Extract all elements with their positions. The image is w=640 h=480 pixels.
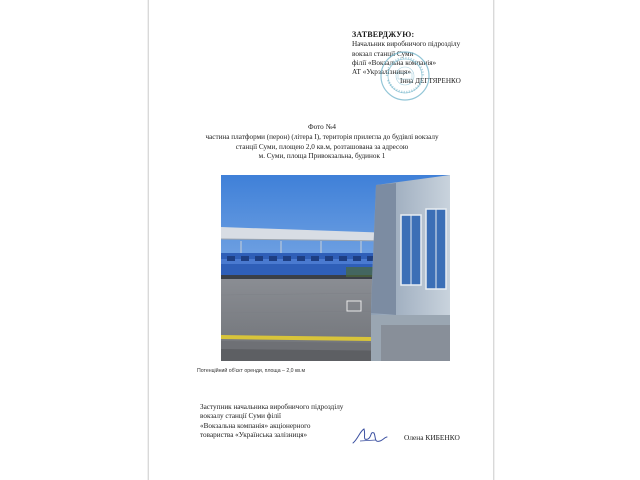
photo-description (200, 123, 444, 162)
approval-line: вокзал станції Суми (352, 49, 414, 58)
approver-name: Інна ДЕГТЯРЕНКО (400, 77, 461, 86)
signer-name: Олена КИБЕНКО (404, 433, 460, 442)
approval-line: Начальник виробничого підрозділу (352, 40, 461, 49)
signature-icon (350, 425, 390, 447)
description-line: станції Суми, площею 2,0 кв.м, розташована за адресою (235, 142, 409, 151)
description-line: м. Суми, площа Привокзальна, будинок 1 (258, 152, 386, 161)
photo-caption: Потенційний об'єкт оренди, площа – 2,0 кв.м (197, 368, 306, 374)
approval-line: АТ «Укрзалізниця» (352, 68, 411, 77)
approval-line: філії «Вокзальна компанія» (352, 58, 437, 67)
deputy-line: «Вокзальна компанія» акціонерного (200, 421, 311, 430)
approval-title: ЗАТВЕРДЖУЮ: (352, 30, 415, 39)
stamp-icon (379, 50, 431, 102)
platform-photo (221, 175, 450, 361)
description-line: частина платформи (перон) (літера І), територія прилегла до будівлі вокзалу (205, 132, 439, 141)
approval-block (352, 30, 512, 87)
deputy-line: вокзалу станції Суми філії (200, 412, 282, 421)
deputy-line: Заступник начальника виробничого підрозділу (200, 403, 344, 411)
photo-title: Фото №4 (307, 123, 337, 131)
deputy-line: товариства «Українська залізниця» (200, 431, 308, 440)
